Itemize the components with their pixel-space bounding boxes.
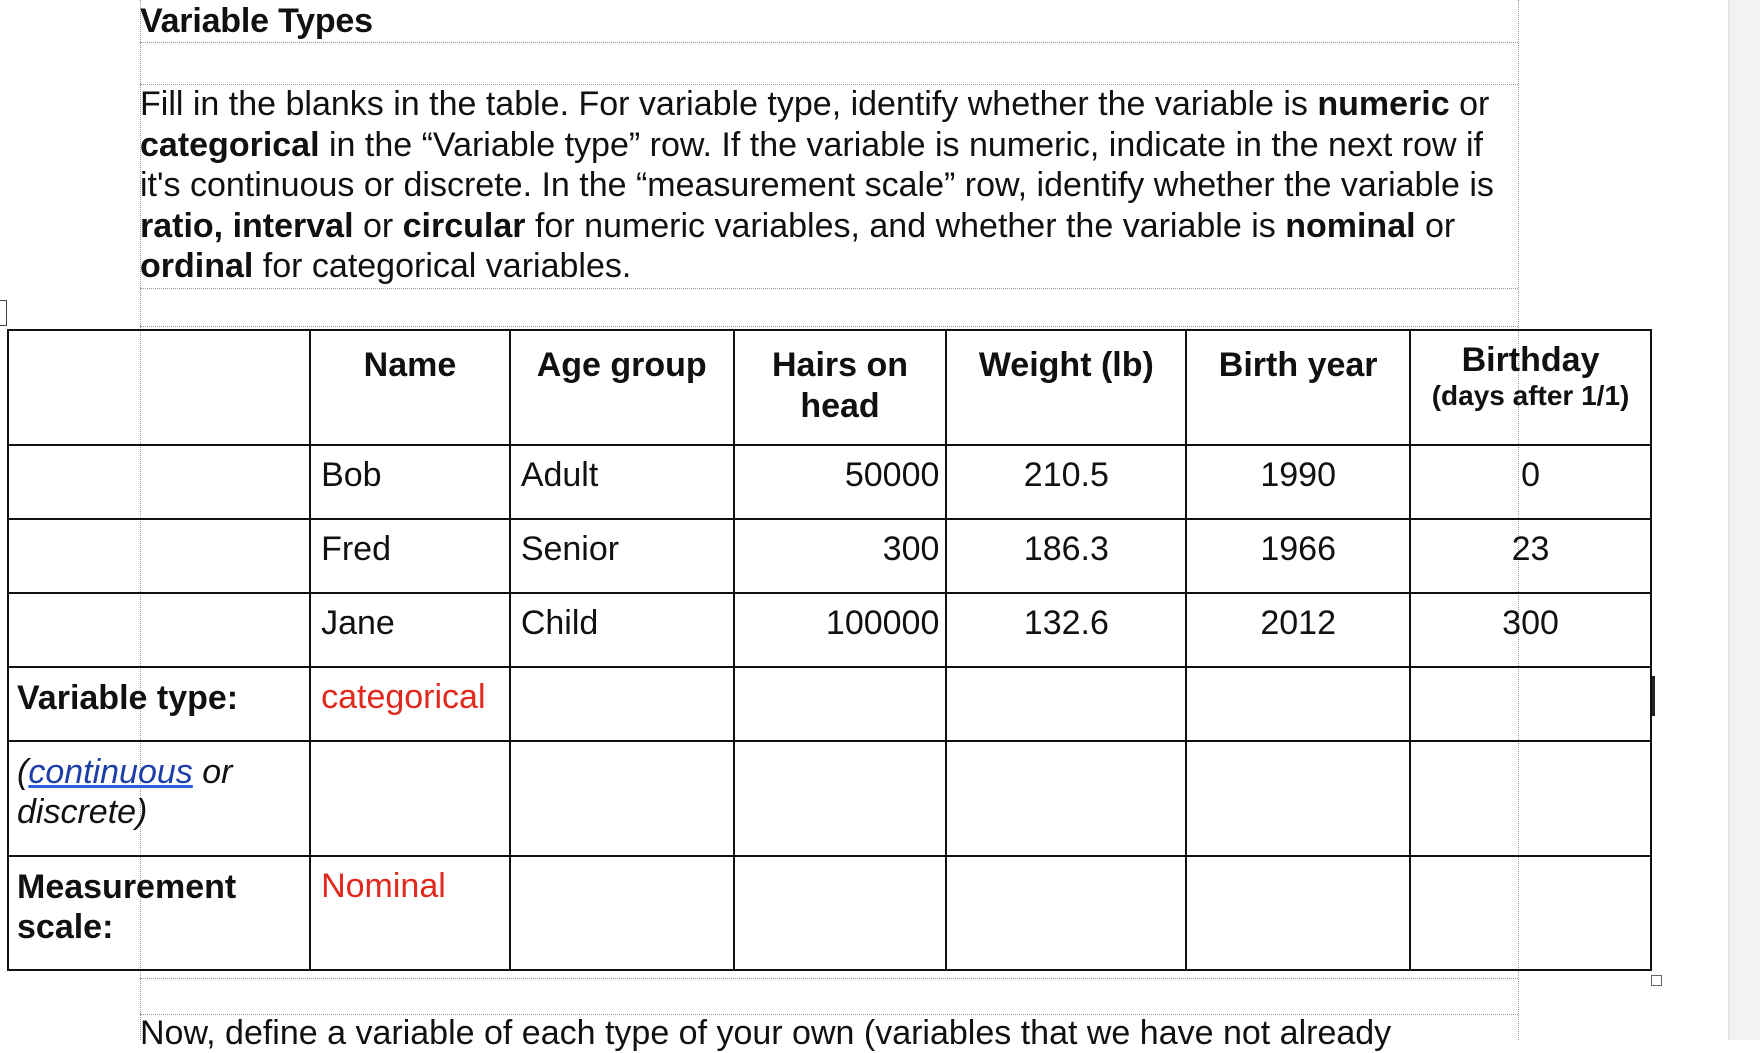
instructions-bold: circular [402, 206, 526, 245]
measurement-scale-row [8, 856, 1651, 970]
instructions-bold: nominal [1285, 206, 1416, 245]
header-birth-year[interactable]: Birth year [1186, 330, 1410, 445]
variable-type-label[interactable]: Variable type: [8, 667, 310, 741]
instructions-text: for numeric variables, and whether the variable is [525, 206, 1286, 245]
table-header-row [8, 330, 1651, 445]
answer-cell[interactable] [1186, 667, 1410, 741]
header-birthday-title: Birthday [1461, 341, 1600, 379]
text-boundary-guide [140, 978, 1518, 979]
answer-cell[interactable] [734, 667, 947, 741]
header-weight[interactable]: Weight (lb) [946, 330, 1186, 445]
label-paren: ( [17, 753, 29, 791]
answer-cell[interactable] [310, 741, 510, 856]
label-continuous: continuous [28, 753, 193, 791]
cell-age-group[interactable]: Adult [510, 445, 734, 519]
answer-cell[interactable] [946, 856, 1186, 970]
instructions-bold: categorical [140, 125, 320, 164]
answer-cell[interactable] [734, 856, 947, 970]
cell-name[interactable]: Jane [310, 593, 510, 667]
cell-weight[interactable]: 186.3 [946, 519, 1186, 593]
margin-marker [0, 300, 7, 326]
cell-hairs[interactable]: 50000 [734, 445, 947, 519]
answer-cell[interactable] [946, 741, 1186, 856]
cell-birth-year[interactable]: 2012 [1186, 593, 1410, 667]
header-hairs-on-head[interactable]: Hairs on head [734, 330, 947, 445]
label-or-discrete: or discrete) [17, 753, 233, 831]
table-row [8, 445, 1651, 519]
cell-weight[interactable]: 132.6 [946, 593, 1186, 667]
instructions-text: Fill in the blanks in the table. For variable type, identify whether the variable is [140, 85, 1318, 123]
cell-name[interactable]: Bob [310, 445, 510, 519]
cell-birthday[interactable]: 0 [1410, 445, 1651, 519]
cell-hairs[interactable]: 300 [734, 519, 947, 593]
page-heading[interactable]: Variable Types [140, 2, 373, 40]
instructions-text: or [1449, 85, 1490, 123]
instructions-paragraph[interactable] [140, 84, 1510, 287]
answer-cell[interactable] [734, 741, 947, 856]
next-paragraph[interactable]: Now, define a variable of each type of your own (variables that we have not already [140, 1014, 1392, 1052]
text-boundary-guide [140, 42, 1518, 43]
cell-birthday[interactable]: 300 [1410, 593, 1651, 667]
cell-birth-year[interactable]: 1990 [1186, 445, 1410, 519]
instructions-text: for categorical variables. [253, 247, 632, 285]
answer-cell[interactable] [1186, 856, 1410, 970]
table-cell[interactable] [8, 519, 310, 593]
instructions-bold: numeric [1317, 85, 1450, 123]
instructions-text: or [1415, 206, 1456, 245]
instructions-text: or [353, 206, 403, 245]
text-boundary-guide [140, 326, 1518, 327]
variable-type-row [8, 667, 1651, 741]
header-birthday-subtitle: (days after 1/1) [1431, 380, 1630, 411]
header-birthday[interactable] [1410, 330, 1651, 445]
column-resize-cursor[interactable] [1652, 676, 1655, 716]
instructions-bold: ordinal [140, 247, 254, 285]
text-boundary-guide [140, 288, 1518, 289]
measurement-scale-label[interactable]: Measurement scale: [8, 856, 310, 970]
answer-cell[interactable] [1410, 741, 1651, 856]
cell-name[interactable]: Fred [310, 519, 510, 593]
answer-cell[interactable] [510, 856, 734, 970]
answer-cell[interactable] [510, 741, 734, 856]
answer-cell[interactable] [510, 667, 734, 741]
answer-name-measurement[interactable]: Nominal [310, 856, 510, 970]
instructions-bold: ratio, interval [140, 206, 354, 245]
table-resize-handle[interactable] [1651, 975, 1662, 986]
header-age-group[interactable]: Age group [510, 330, 734, 445]
table-row [8, 519, 1651, 593]
table-cell[interactable] [8, 593, 310, 667]
instructions-text: in the “Variable type” row. If the variable is numeric, indicate in the next row if it's continuous or discrete. In the “measurement scale” row, identify whether the variable is [140, 125, 1494, 204]
answer-cell[interactable] [1410, 856, 1651, 970]
answer-cell[interactable] [946, 667, 1186, 741]
cell-age-group[interactable]: Child [510, 593, 734, 667]
cell-birthday[interactable]: 23 [1410, 519, 1651, 593]
table-cell[interactable] [8, 445, 310, 519]
answer-cell[interactable] [1410, 667, 1651, 741]
table-cell[interactable] [8, 330, 310, 445]
answer-name-variable-type[interactable]: categorical [310, 667, 510, 741]
continuous-discrete-label[interactable] [8, 741, 310, 856]
cell-age-group[interactable]: Senior [510, 519, 734, 593]
cell-weight[interactable]: 210.5 [946, 445, 1186, 519]
answer-cell[interactable] [1186, 741, 1410, 856]
header-name[interactable]: Name [310, 330, 510, 445]
table-row [8, 593, 1651, 667]
continuous-discrete-row [8, 741, 1651, 856]
cell-hairs[interactable]: 100000 [734, 593, 947, 667]
document-right-margin [1728, 0, 1760, 1040]
cell-birth-year[interactable]: 1966 [1186, 519, 1410, 593]
variable-types-table[interactable] [7, 329, 1652, 971]
